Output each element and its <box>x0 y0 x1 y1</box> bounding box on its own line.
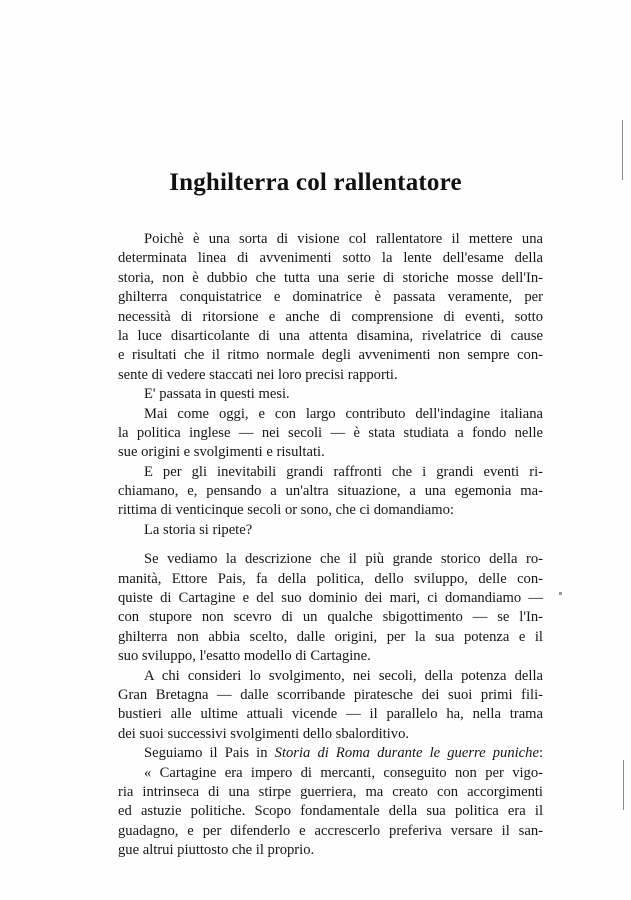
text-line: la politica inglese — nei secoli — è stata studiata a fondo nelle <box>118 424 543 441</box>
text-line: La storia si ripete? <box>144 521 253 538</box>
paragraph <box>118 405 543 463</box>
paragraph <box>118 667 543 745</box>
text-line: ghilterra conquistatrice e dominatrice è passata veramente, per <box>118 289 543 306</box>
text-line: manità, Ettore Pais, fa della politica, dello sviluppo, delle con- <box>118 570 543 587</box>
paragraph <box>118 521 543 540</box>
book-title: Storia di Roma durante le guerre puniche <box>274 745 539 762</box>
paragraph <box>118 744 543 763</box>
scan-edge-mark <box>559 592 562 595</box>
text-line: determinata linea di avvenimenti sotto la lente dell'esame della <box>118 250 543 267</box>
body-text <box>118 230 543 861</box>
text-line: Se vediamo la descrizione che il più grande storico della ro- <box>144 551 543 568</box>
text-line: la luce disarticolante di una attenta disamina, rivelatrice di cause <box>118 327 543 344</box>
text-line: sente di vedere staccati nei loro precisi rapporti. <box>118 366 398 383</box>
text-line: ed astuzie politiche. Scopo fondamentale della sua politica era il <box>118 803 543 820</box>
text-line: necessità di ritorsione e anche di comprensione di eventi, sotto <box>118 308 543 325</box>
scan-edge-mark <box>622 120 623 180</box>
text-line: Mai come oggi, e con largo contributo dell'indagine italiana <box>144 405 543 422</box>
text-line: Poichè è una sorta di visione col rallentatore il mettere una <box>144 231 543 247</box>
text-line: quiste di Cartagine e del suo dominio dei mari, ci domandiamo — <box>118 590 543 607</box>
scan-edge-mark <box>623 760 624 810</box>
text-line: sue origini e svolgimenti e risultati. <box>118 444 325 461</box>
page-title: Inghilterra col rallentatore <box>169 169 462 196</box>
text-line: suo sviluppo, l'esatto modello di Cartagine. <box>118 648 371 665</box>
text-line: Gran Bretagna — dalle scorribande piratesche dei suoi primi fili- <box>118 686 543 703</box>
paragraph <box>118 385 543 404</box>
text-line: guadagno, e per difenderlo e accrescerlo preferiva versare il san- <box>118 822 543 839</box>
text-line: chiamano, e, pensando a un'altra situazione, a una egemonia ma- <box>118 483 543 500</box>
text-line: dei suoi successivi svolgimenti dello sbalorditivo. <box>118 725 410 742</box>
paragraph <box>118 764 543 861</box>
text-line: A chi consideri lo svolgimento, nei secoli, della potenza della <box>144 667 543 684</box>
text-line: gue altrui piuttosto che il proprio. <box>118 842 315 859</box>
text-line: con stupore non scevro di un qualche sbigottimento — se l'In- <box>118 609 543 626</box>
text-run: : <box>538 745 543 762</box>
paragraph <box>118 230 543 385</box>
text-line: ghilterra non abbia scelto, dalle origini, per la sua potenza e il <box>118 628 543 645</box>
text-line: ria intrinseca di una stirpe guerriera, ma creato con accorgimenti <box>118 783 543 800</box>
section-gap <box>118 540 543 550</box>
paragraph <box>118 550 543 666</box>
text-line: E' passata in questi mesi. <box>144 386 290 403</box>
text-line: « Cartagine era impero di mercanti, conseguito non per vigo- <box>144 764 543 781</box>
text-line <box>118 744 543 763</box>
paragraph <box>118 463 543 521</box>
text-line: rittima di venticinque secoli or sono, che ci domandiamo: <box>118 502 454 519</box>
text-line: bustieri alle ultime attuali vicende — il parallelo ha, nella trama <box>118 706 543 723</box>
text-run: Seguiamo il Pais in <box>144 745 275 762</box>
text-line: storia, non è dubbio che tutta una serie di storiche mosse dell'In- <box>118 269 543 286</box>
text-line: e risultati che il ritmo normale degli avvenimenti non sempre con- <box>118 347 543 364</box>
text-line: E per gli inevitabili grandi raffronti che i grandi eventi ri- <box>144 463 543 480</box>
